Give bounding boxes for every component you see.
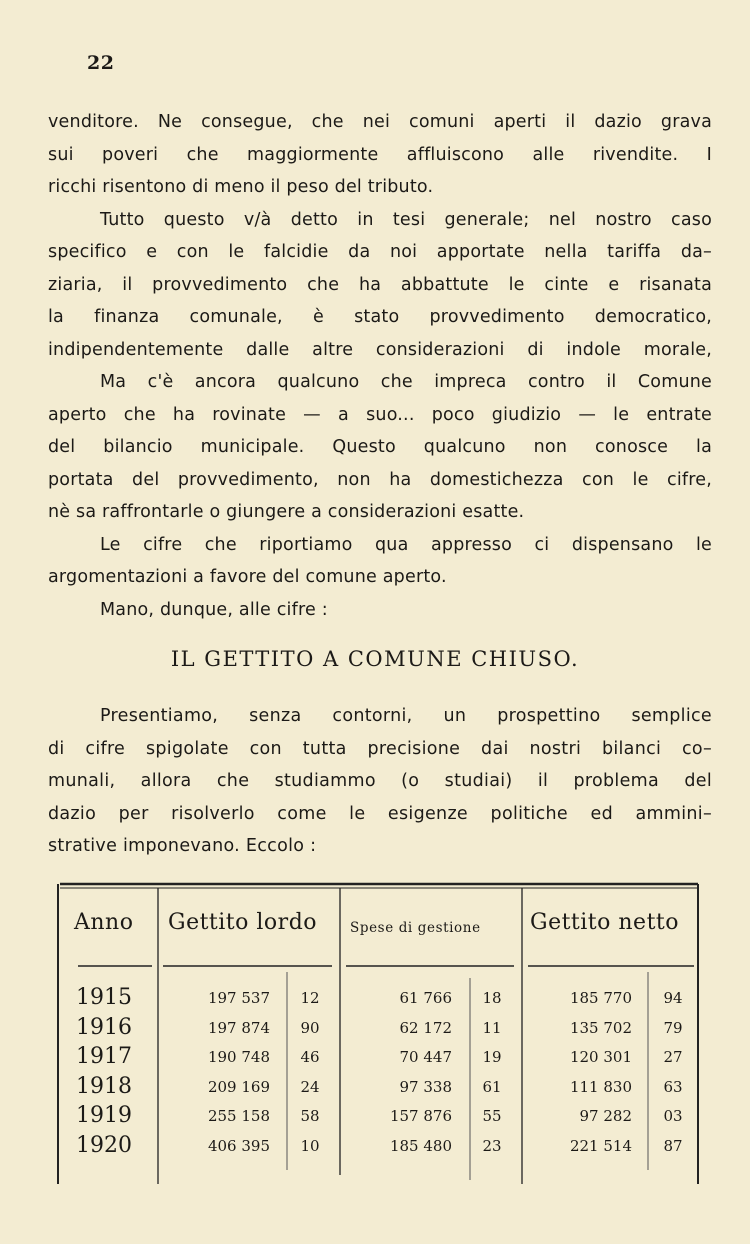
cell-anno: 1916 xyxy=(76,1014,132,1040)
paragraph-1 xyxy=(48,106,712,204)
section-heading: IL GETTITO A COMUNE CHIUSO. xyxy=(170,647,580,671)
cell-spese: 70 447 xyxy=(399,1048,452,1067)
paragraph-4 xyxy=(48,529,712,594)
text-line: di cifre spigolate con tutta precisione dai nostri bilanci co– xyxy=(48,738,712,759)
cell-netto-cents: 94 xyxy=(663,989,683,1007)
cell-spese: 62 172 xyxy=(399,1018,452,1037)
cell-netto-cents: 03 xyxy=(663,1107,683,1126)
cell-netto: 221 514 xyxy=(569,1137,632,1155)
text-line: Mano, dunque, alle cifre : xyxy=(100,599,328,620)
text-line: venditore. Ne consegue, che nei comuni aperti il dazio grava xyxy=(48,112,712,132)
cell-lordo-cents: 10 xyxy=(300,1137,320,1155)
paragraph-2 xyxy=(48,204,712,367)
cell-anno: 1918 xyxy=(76,1073,132,1099)
cell-lordo: 197 537 xyxy=(207,989,270,1007)
cell-netto: 97 282 xyxy=(579,1107,632,1126)
cell-netto-cents: 27 xyxy=(663,1048,683,1067)
text-line: ziaria, il provvedimento che ha abbattute le cinte e risanata xyxy=(48,274,712,295)
paragraph-5 xyxy=(48,594,712,627)
cell-anno: 1919 xyxy=(76,1103,132,1129)
text-line: indipendentemente dalle altre considerazioni di indole morale, xyxy=(48,339,712,360)
text-line: Presentiamo, senza contorni, un prospettino semplice xyxy=(100,706,712,726)
text-line: munali, allora che studiammo (o studiai) il problema del xyxy=(48,771,712,791)
header-anno: Anno xyxy=(74,910,134,935)
cell-spese-cents: 55 xyxy=(482,1107,502,1126)
header-gettito-netto: Gettito netto xyxy=(530,910,680,935)
cell-lordo: 197 874 xyxy=(207,1018,270,1037)
cell-netto: 135 702 xyxy=(569,1018,632,1037)
cell-lordo-cents: 46 xyxy=(300,1048,320,1067)
body-text-upper xyxy=(48,106,712,626)
cell-spese-cents: 18 xyxy=(482,989,502,1007)
cell-spese-cents: 19 xyxy=(482,1048,502,1067)
text-line: specifico e con le falcidie da noi apportate nella tariffa da– xyxy=(48,242,712,262)
cell-netto-cents: 79 xyxy=(663,1018,683,1037)
cell-lordo-cents: 12 xyxy=(300,989,320,1007)
text-line: aperto che ha rovinate — a suo... poco giudizio — le entrate xyxy=(48,404,712,425)
text-line: del bilancio municipale. Questo qualcuno non conosce la xyxy=(48,437,712,457)
text-line: dazio per risolverlo come le esigenze politiche ed ammini– xyxy=(48,803,712,824)
page-number: 22 xyxy=(87,52,115,74)
cell-spese-cents: 61 xyxy=(482,1077,502,1096)
cell-lordo-cents: 24 xyxy=(300,1077,320,1096)
cell-lordo: 406 395 xyxy=(207,1137,270,1155)
cell-netto: 111 830 xyxy=(569,1077,632,1096)
header-gettito-lordo: Gettito lordo xyxy=(168,910,318,935)
body-text-lower xyxy=(48,700,712,863)
cell-spese-cents: 23 xyxy=(482,1137,502,1155)
cell-spese: 185 480 xyxy=(389,1137,452,1155)
text-line: sui poveri che maggiormente affluiscono alle rivendite. I xyxy=(48,144,712,165)
header-spese-gestione: Spese di gestione xyxy=(350,920,481,936)
cell-anno: 1917 xyxy=(76,1044,132,1070)
cell-spese: 157 876 xyxy=(389,1107,452,1126)
cell-lordo: 209 169 xyxy=(207,1077,270,1096)
text-line: strative imponevano. Eccolo : xyxy=(48,836,317,856)
text-line: la finanza comunale, è stato provvedimento democratico, xyxy=(48,307,712,327)
cell-lordo-cents: 90 xyxy=(300,1018,320,1037)
paragraph-3 xyxy=(48,366,712,529)
cell-spese: 61 766 xyxy=(399,989,452,1007)
text-line: Tutto questo v/à detto in tesi generale; nel nostro caso xyxy=(100,209,712,230)
cell-spese: 97 338 xyxy=(399,1077,452,1096)
cell-lordo: 190 748 xyxy=(207,1048,270,1067)
cell-lordo: 255 158 xyxy=(207,1107,270,1126)
text-line: Le cifre che riportiamo qua appresso ci dispensano le xyxy=(100,534,712,555)
cell-netto-cents: 87 xyxy=(663,1137,683,1155)
cell-lordo-cents: 58 xyxy=(300,1107,320,1126)
paragraph-6 xyxy=(48,700,712,863)
cell-netto: 185 770 xyxy=(569,989,632,1007)
cell-netto: 120 301 xyxy=(569,1048,632,1067)
cell-anno: 1915 xyxy=(76,985,132,1010)
text-line: portata del provvedimento, non ha domestichezza con le cifre, xyxy=(48,469,712,490)
text-line: nè sa raffrontarle o giungere a considerazioni esatte. xyxy=(48,502,525,522)
text-line: Ma c'è ancora qualcuno che impreca contro il Comune xyxy=(100,372,712,392)
text-line: ricchi risentono di meno il peso del tributo. xyxy=(48,177,434,197)
cell-anno: 1920 xyxy=(76,1133,132,1158)
text-line: argomentazioni a favore del comune aperto. xyxy=(48,567,447,587)
cell-spese-cents: 11 xyxy=(482,1018,502,1037)
cell-netto-cents: 63 xyxy=(663,1077,683,1096)
